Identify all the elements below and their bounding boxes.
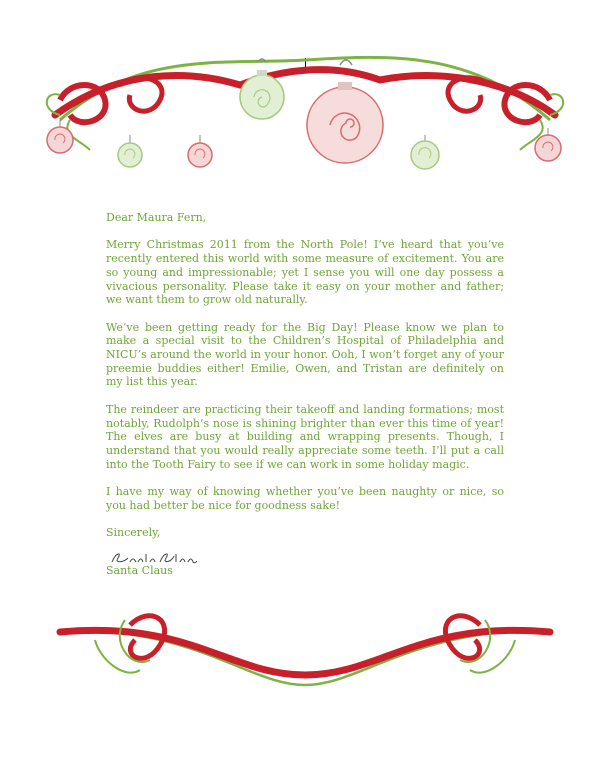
ornament-icon [118,135,142,167]
handwritten-signature [110,550,504,564]
letter-paragraph: The reindeer are practicing their takeoff and landing formations; most notably, Rudolph’s nose is shining brighter than ever this time of year! The elves are busy at building and wrapping presents. Though, I understand that you would really appreciate some teeth. I’ll put a call into the Tooth Fairy to see if we can work in some holiday magic. [106,402,504,471]
letter-body [106,211,504,591]
ribbon-border-icon [0,600,610,710]
ornament-icon [411,135,439,169]
closing: Sincerely, [106,526,161,540]
ornament-icon [240,59,284,119]
signer-name: Santa Claus [106,563,173,577]
ornament-icon [47,120,73,153]
ribbon-garland-icon [0,40,610,190]
letter-paragraph: I have my way of knowing whether you’ve been naughty or nice, so you had better be nice for goodness sake! [106,485,504,512]
ornament-icon [188,135,212,167]
salutation: Dear Maura Fern, [106,211,207,224]
letter-paragraph: Merry Christmas 2011 from the North Pole! I’ve heard that you’ve recently entered this world with some measure of excitement. You are so young and impressionable; yet I sense you will one day possess a vivacious personality. Please take it easy on your mother and father; we want them to grow old naturally. [106,238,504,307]
letter-paragraph: We’ve been getting ready for the Big Day! Please know we plan to make a special visit to the Children’s Hospital of Philadelphia and NICU’s around the world in your honor. Ooh, I won’t forget any of your preemie buddies either! Emilie, Owen, and Tristan are definitely on my list this year. [106,320,504,389]
ornament-icon [535,128,561,161]
